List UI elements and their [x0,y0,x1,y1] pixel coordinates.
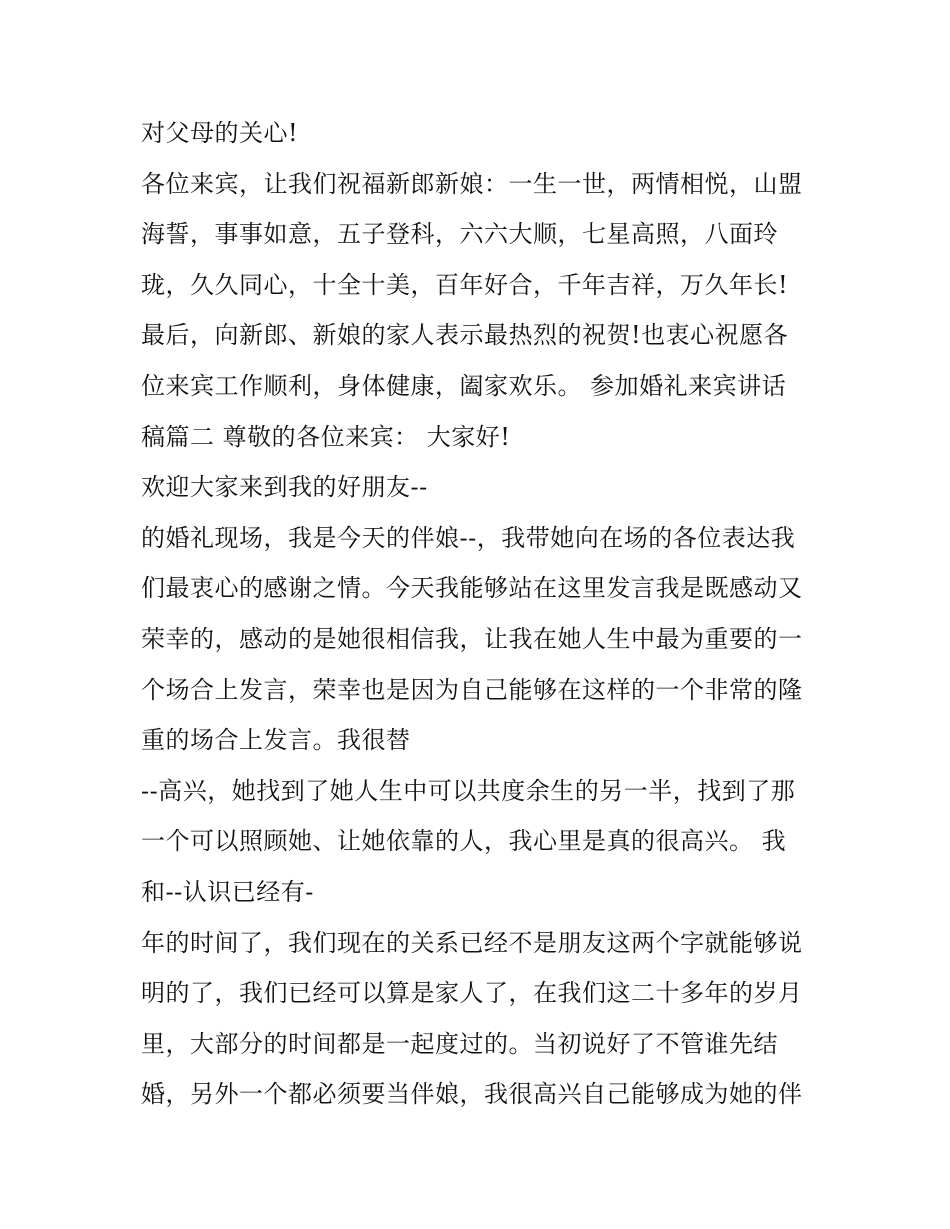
text-line: 位来宾工作顺利，身体健康，阖家欢乐。 参加婚礼来宾讲话 [141,371,787,400]
text-line: 年的时间了，我们现在的关系已经不是朋友这两个字就能够说 [141,928,803,957]
text-line: 荣幸的，感动的是她很相信我，让我在她人生中最为重要的一 [141,624,803,653]
text-line: 重的场合上发言。我很替 [141,726,411,755]
text-line: 明的了，我们已经可以算是家人了，在我们这二十多年的岁月 [141,979,803,1008]
text-line: 里，大部分的时间都是一起度过的。当初说好了不管谁先结 [141,1029,778,1058]
text-line: 对父母的关心! [141,119,299,147]
text-line: 各位来宾，让我们祝福新郎新娘：一生一世，两情相悦，山盟 [141,169,803,198]
document-body [141,108,821,1120]
text-line: 稿篇二 尊敬的各位来宾： 大家好! [141,422,511,451]
text-line: 珑，久久同心，十全十美，百年好合，千年吉祥，万久年长! [141,270,789,299]
text-line: 最后，向新郎、新娘的家人表示最热烈的祝贺!也衷心祝愿各 [141,321,789,350]
text-line: 们最衷心的感谢之情。今天我能够站在这里发言我是既感动又 [141,574,803,603]
text-line: 的婚礼现场，我是今天的伴娘--，我带她向在场的各位表达我 [141,523,796,552]
text-line: 一个可以照顾她、让她依靠的人，我心里是真的很高兴。 我 [141,827,787,856]
text-line: 婚，另外一个都必须要当伴娘，我很高兴自己能够成为她的伴 [141,1080,803,1109]
text-line: 个场合上发言，荣幸也是因为自己能够在这样的一个非常的隆 [141,675,803,704]
text-line: 海誓，事事如意，五子登科，六六大顺，七星高照，八面玲 [141,220,778,249]
text-line: 欢迎大家来到我的好朋友-- [141,473,428,502]
text-line: --高兴，她找到了她人生中可以共度余生的另一半，找到了那 [141,776,796,805]
text-line: 和--认识已经有- [141,877,314,906]
